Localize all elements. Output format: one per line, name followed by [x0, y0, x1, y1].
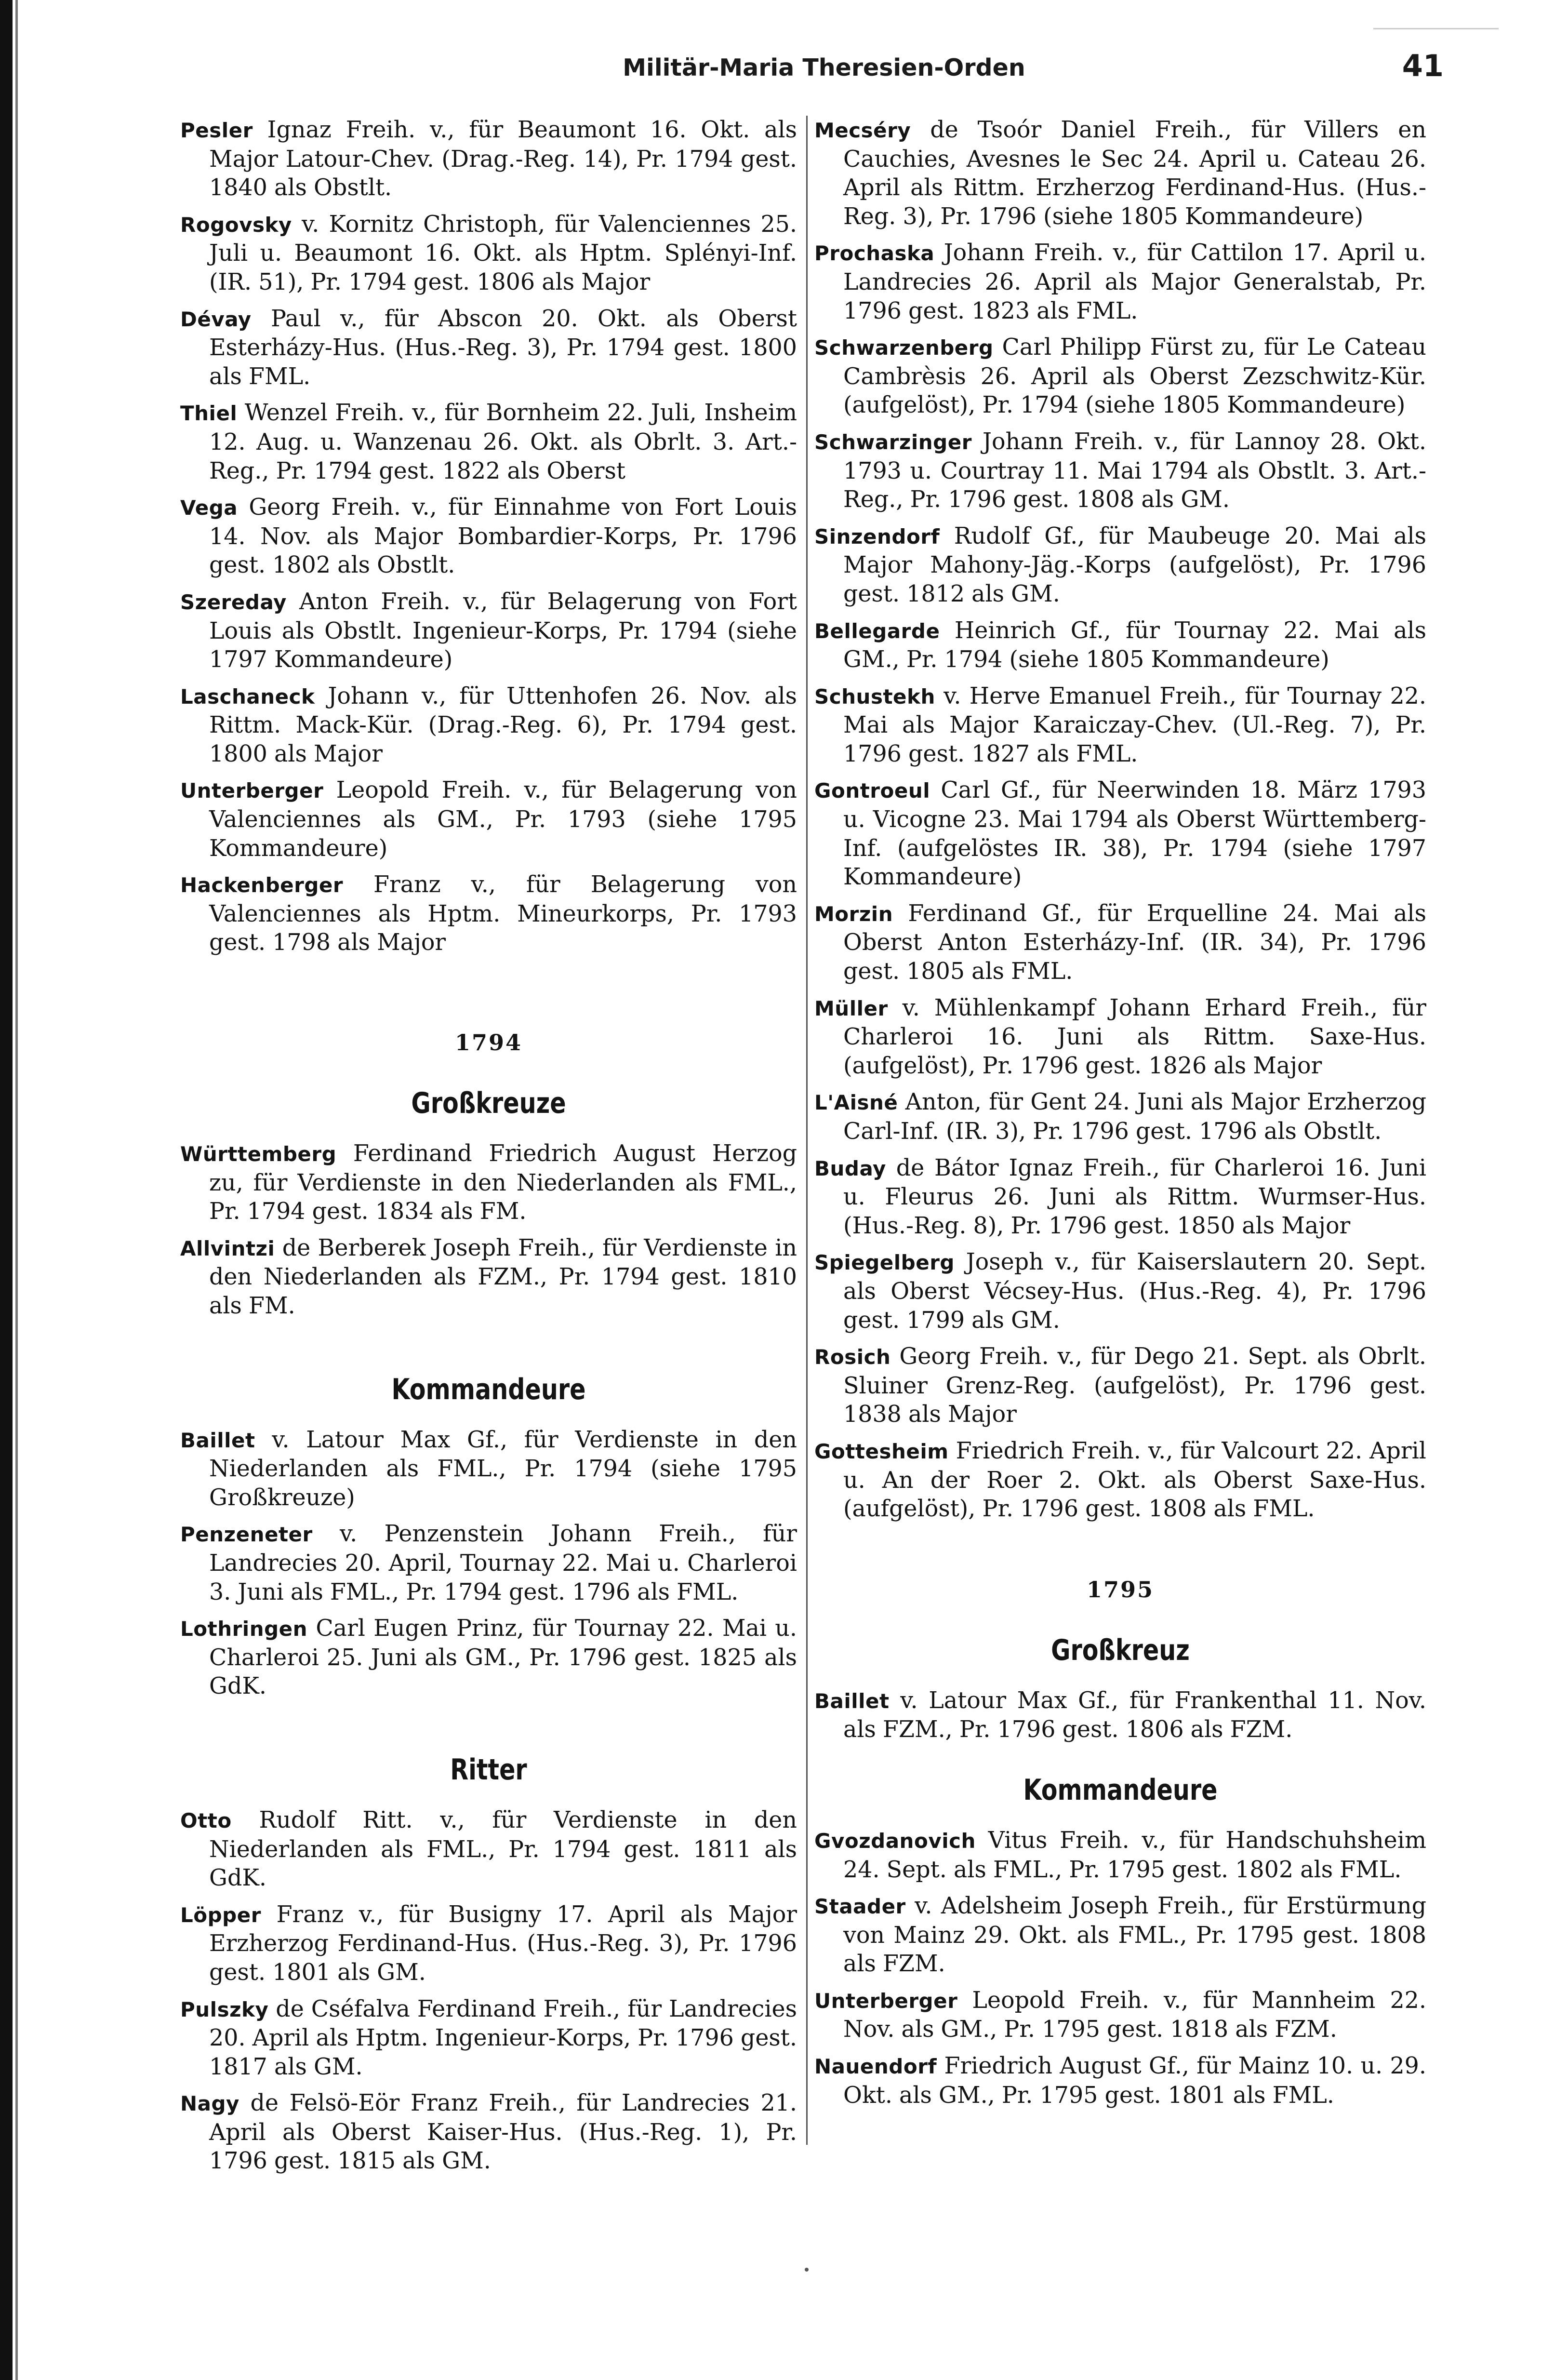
entry-text: Georg Freih. v., für Einnahme von Fort Louis 14. Nov. als Major Bombardier-Korps, Pr. 1796 gest. 1802 als Obstlt. [209, 494, 797, 579]
list-entry [814, 776, 1426, 891]
entry-surname: Spiegelberg [814, 1251, 955, 1275]
entry-surname: Bellegarde [814, 619, 940, 643]
right-entries-top [814, 116, 1426, 1524]
entry-surname: Morzin [814, 902, 893, 926]
grosskreuz-1795-entries [814, 1686, 1426, 1744]
list-entry [814, 1342, 1426, 1429]
page-edge-line [15, 0, 18, 2380]
entry-text: de Tsoór Daniel Freih., für Villers en Cauchies, Avesnes le Sec 24. April u. Cateau 26. April als Rittm. Erzherzog Ferdinand-Hus. (Hus.-Reg. 3), Pr. 1796 (siehe 1805 Kommandeure) [843, 117, 1426, 230]
entry-surname: Szereday [180, 590, 287, 614]
list-entry [180, 1806, 797, 1893]
scan-mark [1373, 28, 1499, 29]
entry-text: Johann v., für Uttenhofen 26. Nov. als Rittm. Mack-Kür. (Drag.-Reg. 6), Pr. 1794 gest. 1800 als Major [209, 682, 797, 767]
entry-text: Rudolf Ritt. v., für Verdienste in den Niederlanden als FML., Pr. 1794 gest. 1811 als GdK. [209, 1806, 797, 1892]
list-entry [814, 994, 1426, 1081]
page-number: 41 [1402, 48, 1444, 83]
entry-surname: Lothringen [180, 1617, 308, 1641]
grosskreuze-entries [180, 1139, 797, 1321]
entry-surname: Schwarzenberg [814, 336, 994, 360]
column-divider [806, 116, 808, 2145]
running-header: Militär-Maria Theresien-Orden [623, 54, 1025, 81]
entry-text: v. Mühlenkampf Johann Erhard Freih., für Charleroi 16. Juni als Rittm. Saxe-Hus. (aufgelöst), Pr. 1796 gest. 1826 als Major [843, 994, 1426, 1079]
entry-text: v. Penzenstein Johann Freih., für Landrecies 20. April, Tournay 22. Mai u. Charleroi 3. Juni als FML., Pr. 1794 gest. 1796 als FML. [209, 1521, 797, 1605]
right-column [814, 116, 1426, 2117]
entry-surname: Buday [814, 1156, 886, 1180]
entry-surname: Rogovsky [180, 213, 292, 237]
list-entry [814, 116, 1426, 231]
list-entry [814, 1248, 1426, 1335]
entry-text: Vitus Freih. v., für Handschuhsheim 24. Sept. als FML., Pr. 1795 gest. 1802 als FML. [843, 1827, 1426, 1883]
list-entry [814, 2052, 1426, 2110]
entry-surname: Otto [180, 1808, 232, 1832]
entry-text: v. Herve Emanuel Freih., für Tournay 22. Mai als Major Karaiczay-Chev. (Ul.-Reg. 7), Pr. 1796 gest. 1827 als FML. [843, 682, 1426, 767]
list-entry [814, 1088, 1426, 1146]
list-entry [180, 399, 797, 485]
list-entry [180, 1995, 797, 2082]
entry-surname: L'Aisné [814, 1091, 898, 1115]
entry-surname: Gvozdanovich [814, 1829, 976, 1853]
entry-text: Wenzel Freih. v., für Bornheim 22. Juli, Insheim 12. Aug. u. Wanzenau 26. Okt. als Obrlt. 3. Art.-Reg., Pr. 1794 gest. 1822 als Oberst [209, 400, 797, 484]
entry-text: Ferdinand Friedrich August Herzog zu, für Verdienste in den Niederlanden als FML., Pr. 1794 gest. 1834 als FM. [209, 1140, 797, 1225]
entry-surname: Thiel [180, 401, 238, 426]
entry-text: Anton Freih. v., für Belagerung von Fort Louis als Obstlt. Ingenieur-Korps, Pr. 1794 (siehe 1797 Kommandeure) [209, 588, 797, 673]
entry-surname: Pulszky [180, 1997, 269, 2021]
kommandeure-1794-entries [180, 1426, 797, 1701]
entry-text: v. Adelsheim Joseph Freih., für Erstürmung von Mainz 29. Okt. als FML., Pr. 1795 gest. 1808 als FZM. [843, 1893, 1426, 1978]
list-entry [180, 1139, 797, 1226]
list-entry [180, 1900, 797, 1987]
entry-surname: Staader [814, 1895, 906, 1919]
entry-surname: Württemberg [180, 1142, 337, 1166]
entry-surname: Pesler [180, 119, 253, 142]
entry-text: Anton, für Gent 24. Juni als Major Erzherzog Carl-Inf. (IR. 3), Pr. 1796 gest. 1796 als Obstlt. [843, 1089, 1426, 1145]
entry-text: v. Latour Max Gf., für Verdienste in den Niederlanden als FML., Pr. 1794 (siehe 1795 Großkreuze) [209, 1426, 797, 1511]
list-entry [814, 616, 1426, 674]
entry-text: de Felsö-Eör Franz Freih., für Landrecies 21. April als Oberst Kaiser-Hus. (Hus.-Reg. 1), Pr. 1796 gest. 1815 als GM. [209, 2090, 797, 2175]
list-entry [814, 428, 1426, 514]
entry-text: Georg Freih. v., für Dego 21. Sept. als Obrlt. Sluiner Grenz-Reg. (aufgelöst), Pr. 1796 gest. 1838 als Major [843, 1343, 1426, 1428]
entry-text: Friedrich Freih. v., für Valcourt 22. April u. An der Roer 2. Okt. als Oberst Saxe-Hus. (aufgelöst), Pr. 1796 gest. 1808 als FML. [843, 1437, 1426, 1523]
entry-surname: Penzeneter [180, 1523, 313, 1547]
entry-surname: Unterberger [180, 779, 324, 803]
entry-text: Paul v., für Abscon 20. Okt. als Oberst Esterházy-Hus. (Hus.-Reg. 3), Pr. 1794 gest. 1800 als FML. [209, 305, 797, 390]
list-entry [180, 2089, 797, 2176]
list-entry [180, 210, 797, 297]
page-edge-shadow [0, 0, 13, 2380]
entry-text: Franz v., für Busigny 17. April als Major Erzherzog Ferdinand-Hus. (Hus.-Reg. 3), Pr. 1796 gest. 1801 als GM. [209, 1901, 797, 1986]
list-entry [814, 1686, 1426, 1744]
entry-surname: Hackenberger [180, 873, 344, 897]
entry-surname: Schustekh [814, 684, 935, 709]
entry-text: Carl Gf., für Neerwinden 18. März 1793 u. Vicogne 23. Mai 1794 als Oberst Württemberg-Inf. (aufgelöstes IR. 38), Pr. 1794 (siehe 1797 Kommandeure) [843, 777, 1426, 891]
list-entry [180, 1426, 797, 1512]
entry-surname: Unterberger [814, 1989, 958, 2013]
scan-speck [805, 2268, 809, 2272]
list-entry [180, 305, 797, 391]
entry-surname: Baillet [814, 1689, 890, 1713]
entry-text: de Bátor Ignaz Freih., für Charleroi 16. Juni u. Fleurus 26. Juni als Rittm. Wurmser-Hus. (Hus.-Reg. 8), Pr. 1796 gest. 1850 als Major [843, 1154, 1426, 1239]
entry-text: Leopold Freih. v., für Mannheim 22. Nov. als GM., Pr. 1795 gest. 1818 als FZM. [843, 1987, 1426, 2043]
list-entry [814, 333, 1426, 420]
entry-text: Heinrich Gf., für Tournay 22. Mai als GM., Pr. 1794 (siehe 1805 Kommandeure) [843, 617, 1426, 673]
entry-surname: Mecséry [814, 119, 911, 142]
entry-text: Carl Eugen Prinz, für Tournay 22. Mai u. Charleroi 25. Juni als GM., Pr. 1796 gest. 1825 als GdK. [209, 1615, 797, 1700]
list-entry [180, 588, 797, 674]
entry-text: Ferdinand Gf., für Erquelline 24. Mai als Oberst Anton Esterházy-Inf. (IR. 34), Pr. 1796 gest. 1805 als FML. [843, 900, 1426, 985]
entry-surname: Nagy [180, 2092, 239, 2116]
year-heading-1795: 1795 [1086, 1576, 1155, 1603]
list-entry [180, 1520, 797, 1606]
entry-text: Rudolf Gf., für Maubeuge 20. Mai als Major Mahony-Jäg.-Korps (aufgelöst), Pr. 1796 gest. 1812 als GM. [843, 522, 1426, 607]
entry-surname: Sinzendorf [814, 524, 940, 548]
ritter-entries [180, 1806, 797, 2176]
entry-text: Joseph v., für Kaiserslautern 20. Sept. als Oberst Vécsey-Hus. (Hus.-Reg. 4), Pr. 1796 gest. 1799 als GM. [843, 1249, 1426, 1334]
entry-text: Leopold Freih. v., für Belagerung von Valenciennes als GM., Pr. 1793 (siehe 1795 Kommandeure) [209, 777, 797, 862]
entry-surname: Rosich [814, 1345, 891, 1369]
section-grosskreuze: Großkreuze [411, 1086, 566, 1121]
list-entry [180, 870, 797, 957]
entry-surname: Müller [814, 996, 888, 1020]
list-entry [180, 1234, 797, 1321]
entry-text: v. Latour Max Gf., für Frankenthal 11. Nov. als FZM., Pr. 1796 gest. 1806 als FZM. [843, 1687, 1426, 1743]
entry-surname: Baillet [180, 1428, 255, 1452]
entry-surname: Löpper [180, 1903, 261, 1927]
entry-surname: Prochaska [814, 241, 935, 266]
entry-text: Carl Philipp Fürst zu, für Le Cateau Cambrèsis 26. April als Oberst Zezschwitz-Kür. (aufgelöst), Pr. 1794 (siehe 1805 Kommandeure) [843, 334, 1426, 419]
entry-text: Ignaz Freih. v., für Beaumont 16. Okt. als Major Latour-Chev. (Drag.-Reg. 14), Pr. 1794 gest. 1840 als Obstlt. [209, 117, 797, 201]
entry-surname: Schwarzinger [814, 430, 972, 454]
entry-text: Johann Freih. v., für Lannoy 28. Okt. 1793 u. Courtray 11. Mai 1794 als Obstlt. 3. Art.-Reg., Pr. 1796 gest. 1808 als GM. [843, 428, 1426, 513]
entry-text: Friedrich August Gf., für Mainz 10. u. 29. Okt. als GM., Pr. 1795 gest. 1801 als FML. [843, 2053, 1426, 2109]
list-entry [814, 1986, 1426, 2044]
entry-surname: Laschaneck [180, 684, 315, 709]
list-entry [814, 1437, 1426, 1524]
list-entry [814, 1154, 1426, 1241]
entry-surname: Dévay [180, 307, 252, 331]
entry-text: de Berberek Joseph Freih., für Verdienste in den Niederlanden als FZM., Pr. 1794 gest. 1810 als FM. [209, 1234, 797, 1319]
entry-text: v. Kornitz Christoph, für Valenciennes 25. Juli u. Beaumont 16. Okt. als Hptm. Splényi-Inf. (IR. 51), Pr. 1794 gest. 1806 als Major [209, 211, 797, 295]
entry-surname: Vega [180, 496, 238, 520]
year-heading-1794: 1794 [454, 1030, 523, 1056]
list-entry [180, 682, 797, 769]
entry-surname: Gontroeul [814, 779, 930, 803]
list-entry [180, 116, 797, 202]
kommandeure-1795-entries [814, 1826, 1426, 2110]
section-grosskreuz: Großkreuz [1051, 1633, 1190, 1667]
list-entry [814, 899, 1426, 986]
entry-surname: Gottesheim [814, 1439, 949, 1463]
entry-surname: Nauendorf [814, 2055, 937, 2079]
entry-text: de Cséfalva Ferdinand Freih., für Landrecies 20. April als Hptm. Ingenieur-Korps, Pr. 1796 gest. 1817 als GM. [209, 1995, 797, 2080]
list-entry [180, 493, 797, 580]
entry-surname: Allvintzi [180, 1236, 275, 1260]
entry-text: Johann Freih. v., für Cattilon 17. April u. Landrecies 26. April als Major Generalstab, Pr. 1796 gest. 1823 als FML. [843, 240, 1426, 324]
left-column [180, 116, 797, 2183]
list-entry [814, 239, 1426, 325]
list-entry [180, 1614, 797, 1701]
entry-text: Franz v., für Belagerung von Valenciennes als Hptm. Mineurkorps, Pr. 1793 gest. 1798 als Major [209, 871, 797, 956]
list-entry [814, 522, 1426, 609]
left-entries-top [180, 116, 797, 957]
section-ritter: Ritter [450, 1752, 527, 1787]
section-kommandeure-1795: Kommandeure [1023, 1773, 1218, 1807]
section-kommandeure-1794: Kommandeure [391, 1372, 586, 1406]
list-entry [814, 682, 1426, 769]
list-entry [814, 1826, 1426, 1884]
list-entry [814, 1892, 1426, 1979]
list-entry [180, 776, 797, 863]
